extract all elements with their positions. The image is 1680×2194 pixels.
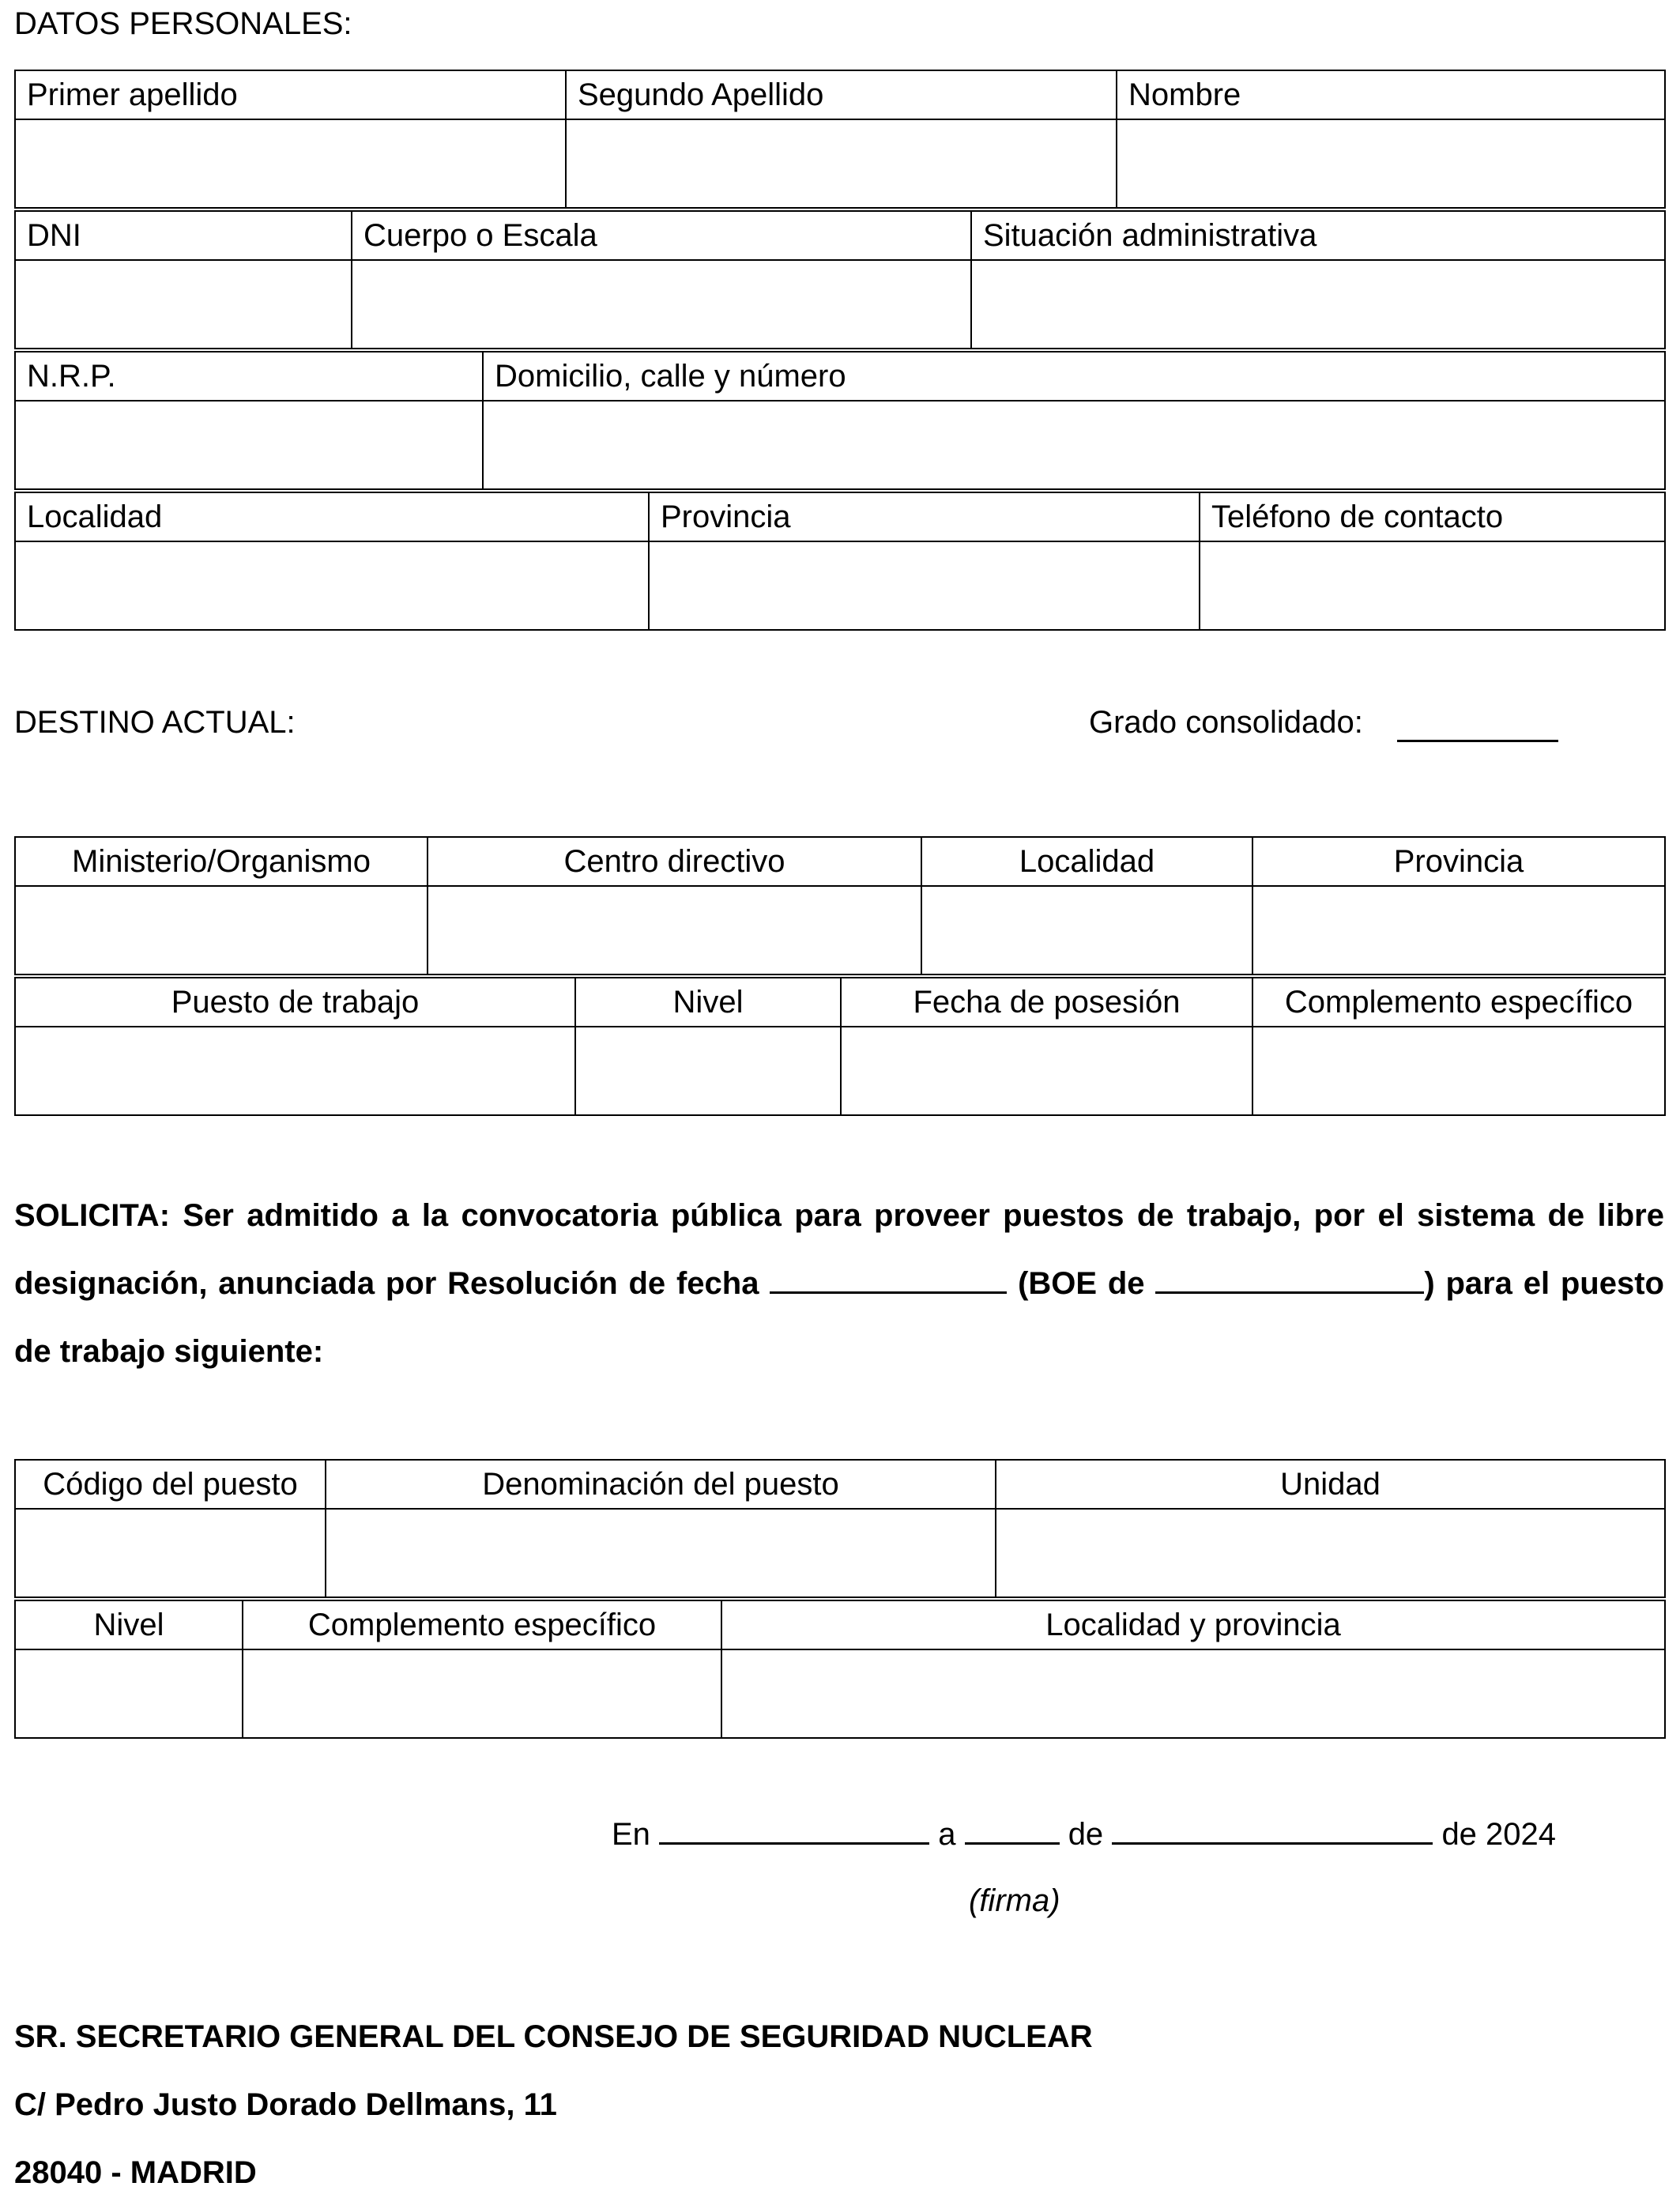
label-segundo-apellido: Segundo Apellido [566,70,1117,119]
signature-year: de 2024 [1441,1817,1557,1852]
field-nrp[interactable] [15,401,483,489]
label-unidad: Unidad [996,1460,1665,1509]
label-dni: DNI [15,211,352,260]
label-localidad: Localidad [15,492,649,541]
field-destino-provincia[interactable] [1252,886,1665,974]
label-nrp: N.R.P. [15,352,483,401]
destino-table-row1 [14,836,1666,975]
label-destino-localidad: Localidad [921,837,1252,886]
signature-firma-label: (firma) [969,1883,1060,1918]
label-puesto-complemento: Complemento específico [243,1600,721,1649]
destino-table-row2 [14,977,1666,1116]
label-centro-directivo: Centro directivo [428,837,921,886]
field-puesto-nivel[interactable] [15,1649,243,1738]
label-codigo-puesto: Código del puesto [15,1460,326,1509]
solicita-lead: SOLICITA: [14,1198,171,1233]
solicita-text1: Ser admitido a la convocatoria pública para proveer puestos de trabajo, por el sistema de libre designación, anunciada por Resolución de fecha [14,1198,1664,1301]
field-primer-apellido[interactable] [15,119,566,208]
label-denominacion-puesto: Denominación del puesto [326,1460,996,1509]
label-situacion-administrativa: Situación administrativa [971,211,1665,260]
puesto-table-row1 [14,1459,1666,1598]
field-fecha-posesion[interactable] [841,1027,1252,1115]
label-cuerpo-escala: Cuerpo o Escala [352,211,971,260]
signature-de: de [1068,1817,1104,1852]
destino-section-title: DESTINO ACTUAL: [14,705,296,740]
solicita-text3: ) para el puesto de trabajo siguiente: [14,1266,1664,1369]
field-domicilio[interactable] [483,401,1665,489]
field-nombre[interactable] [1117,119,1665,208]
solicita-text2: (BOE de [1018,1266,1145,1301]
signature-a: a [938,1817,956,1852]
label-puesto-trabajo: Puesto de trabajo [15,978,575,1027]
field-dni[interactable] [15,260,352,349]
label-domicilio: Domicilio, calle y número [483,352,1665,401]
field-codigo-puesto[interactable] [15,1509,326,1597]
signature-day-field[interactable] [965,1815,1060,1845]
grado-consolidado-field[interactable] [1397,713,1558,742]
field-cuerpo-escala[interactable] [352,260,971,349]
address-line1: SR. SECRETARIO GENERAL DEL CONSEJO DE SEGURIDAD NUCLEAR [14,2019,1093,2054]
label-primer-apellido: Primer apellido [15,70,566,119]
signature-place-field[interactable] [659,1815,929,1845]
label-puesto-nivel: Nivel [15,1600,243,1649]
personal-table-row2 [14,210,1666,349]
label-fecha-posesion: Fecha de posesión [841,978,1252,1027]
field-situacion-administrativa[interactable] [971,260,1665,349]
personal-table-row1 [14,70,1666,209]
label-destino-nivel: Nivel [575,978,841,1027]
signature-line [612,1815,1556,1853]
label-localidad-provincia: Localidad y provincia [721,1600,1665,1649]
field-localidad-provincia[interactable] [721,1649,1665,1738]
field-denominacion-puesto[interactable] [326,1509,996,1597]
address-line2: C/ Pedro Justo Dorado Dellmans, 11 [14,2087,557,2122]
personal-table-row4 [14,492,1666,631]
field-destino-localidad[interactable] [921,886,1252,974]
label-ministerio-organismo: Ministerio/Organismo [15,837,428,886]
address-line3: 28040 - MADRID [14,2155,257,2190]
field-centro-directivo[interactable] [428,886,921,974]
field-localidad[interactable] [15,541,649,630]
field-destino-complemento[interactable] [1252,1027,1665,1115]
signature-month-field[interactable] [1112,1815,1433,1845]
field-puesto-trabajo[interactable] [15,1027,575,1115]
personal-table-row3 [14,351,1666,490]
field-unidad[interactable] [996,1509,1665,1597]
label-nombre: Nombre [1117,70,1665,119]
grado-consolidado-label: Grado consolidado: [1089,705,1363,740]
boe-fecha-field[interactable] [1155,1265,1424,1294]
label-provincia: Provincia [649,492,1200,541]
resolucion-fecha-field[interactable] [770,1265,1007,1294]
field-provincia[interactable] [649,541,1200,630]
field-ministerio-organismo[interactable] [15,886,428,974]
field-telefono[interactable] [1200,541,1665,630]
field-puesto-complemento[interactable] [243,1649,721,1738]
puesto-table-row2 [14,1600,1666,1739]
label-destino-complemento: Complemento específico [1252,978,1665,1027]
label-telefono: Teléfono de contacto [1200,492,1665,541]
field-destino-nivel[interactable] [575,1027,841,1115]
field-segundo-apellido[interactable] [566,119,1117,208]
personal-section-title: DATOS PERSONALES: [14,6,352,41]
signature-en: En [612,1817,650,1852]
solicita-paragraph [14,1182,1664,1385]
label-destino-provincia: Provincia [1252,837,1665,886]
